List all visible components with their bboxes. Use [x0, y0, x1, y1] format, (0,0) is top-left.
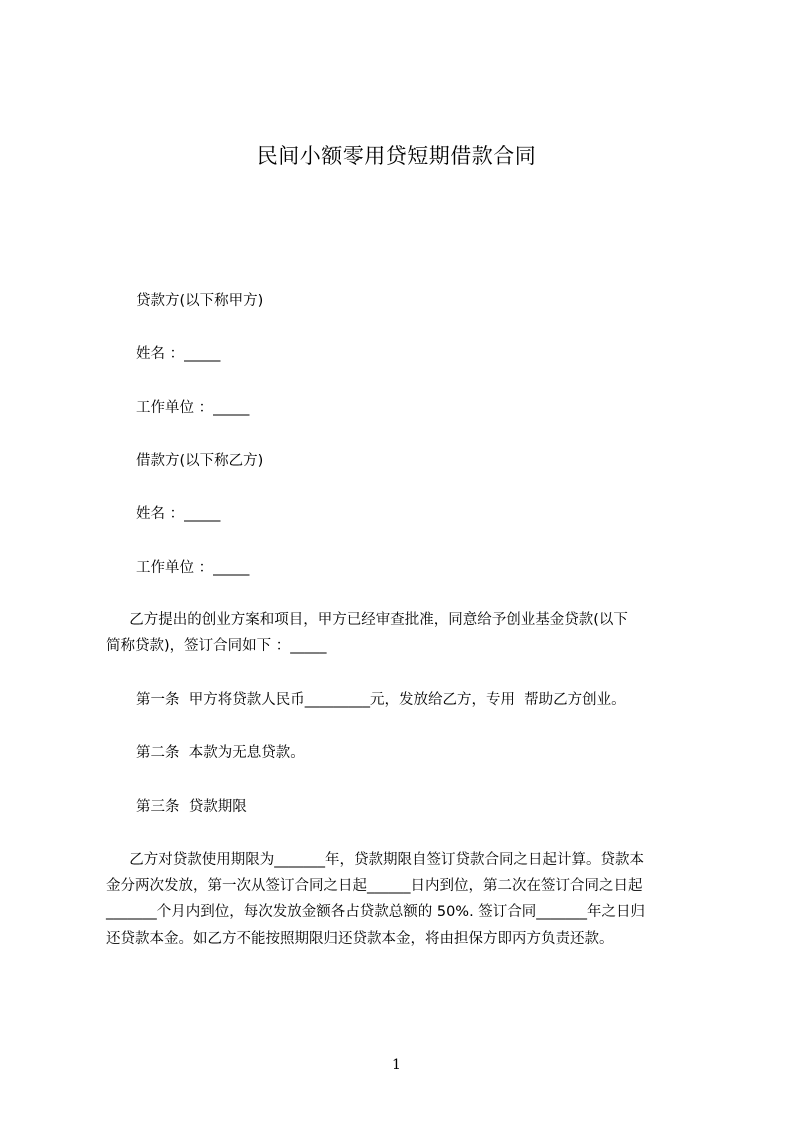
- loan-term-line-3: _______个月内到位，每次发放金额各占贷款总额的 50%. 签订合同_______年之日归: [106, 904, 646, 920]
- borrower-employer-field: 工作单位 ：_____: [136, 560, 250, 576]
- article-1: 第一条 甲方将贷款人民币_________元，发放给乙方，专用 帮助乙方创业。: [136, 692, 626, 708]
- lender-employer-field: 工作单位 ：_____: [136, 400, 250, 416]
- page-number: 1: [392, 1057, 401, 1073]
- article-3-heading: 第三条 贷款期限: [136, 799, 247, 815]
- intro-paragraph-line-1: 乙方提出的创业方案和项目，甲方已经审查批准，同意给予创业基金贷款(以下: [120, 612, 628, 628]
- borrower-name-field: 姓名 ：_____: [136, 506, 221, 522]
- lender-heading: 贷款方(以下称甲方): [136, 293, 264, 309]
- loan-term-line-4: 还贷款本金。如乙方不能按照期限归还贷款本金，将由担保方即丙方负责还款。: [106, 931, 614, 947]
- lender-name-field: 姓名 ：_____: [136, 346, 221, 362]
- loan-term-line-2: 金分两次发放，第一次从签订合同之日起______日内到位，第二次在签订合同之日起: [106, 878, 643, 894]
- loan-term-line-1: 乙方对贷款使用期限为_______年，贷款期限自签订贷款合同之日起计算。贷款本: [120, 852, 644, 868]
- article-2: 第二条 本款为无息贷款。: [136, 745, 305, 761]
- document-title: 民间小额零用贷短期借款合同: [256, 144, 537, 168]
- borrower-heading: 借款方(以下称乙方): [136, 453, 264, 469]
- intro-paragraph-line-2: 简称贷款)，签订合同如下 ：_____: [106, 638, 327, 654]
